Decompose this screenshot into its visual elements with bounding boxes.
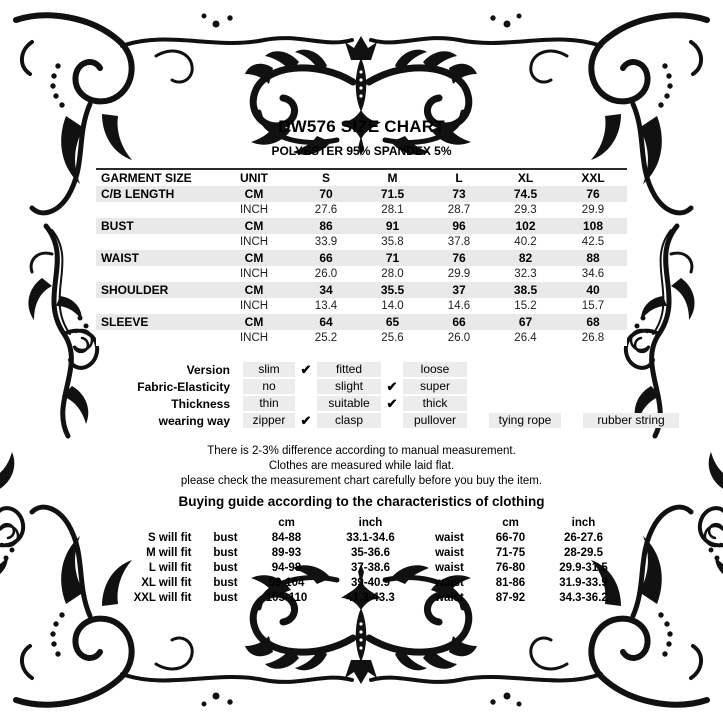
measurement-label	[96, 202, 215, 218]
measurement-label	[96, 234, 215, 250]
size-table-row	[96, 330, 627, 346]
value-cell: 71.5	[380, 187, 405, 201]
unit-cell: INCH	[239, 300, 269, 312]
size-table-row	[96, 282, 627, 298]
range-cell: 105-110	[265, 592, 308, 604]
value-cell: 26.8	[581, 332, 605, 344]
guide-header-row	[98, 516, 626, 531]
column-header: S	[321, 171, 330, 185]
value-cell: 32.3	[514, 268, 537, 280]
range-cell: 89-93	[271, 547, 302, 559]
range-cell: waist	[435, 577, 464, 589]
measurement-label	[96, 330, 215, 346]
size-fit-label: XL will fit	[141, 577, 192, 589]
column-header: cm	[502, 517, 519, 529]
attribute-option: no	[243, 379, 295, 394]
range-cell: bust	[213, 577, 238, 589]
unit-cell: CM	[244, 187, 264, 201]
value-cell: 108	[582, 219, 604, 233]
column-header: L	[455, 171, 463, 185]
value-cell: 29.9	[447, 268, 471, 280]
unit-cell: CM	[244, 219, 264, 233]
value-cell: 34	[319, 283, 333, 297]
guide-table-body	[98, 531, 626, 606]
guide-table-row	[98, 546, 626, 561]
size-table-body	[96, 186, 627, 346]
attribute-option: rubber string	[583, 413, 679, 428]
value-cell: 27.6	[314, 204, 338, 216]
range-cell: 28-29.5	[563, 547, 603, 559]
column-header	[98, 516, 200, 531]
attribute-option: fitted	[317, 362, 381, 377]
value-cell: 29.9	[581, 204, 605, 216]
attribute-option: super	[403, 379, 467, 394]
value-cell: 35.5	[380, 283, 405, 297]
attribute-label: wearing way	[158, 413, 230, 428]
unit-cell: INCH	[239, 332, 269, 344]
buying-guide-table	[98, 516, 626, 606]
attribute-option: tying rope	[489, 413, 561, 428]
column-header: XL	[517, 171, 534, 185]
size-table-row	[96, 314, 627, 330]
attribute-option: slight	[317, 379, 381, 394]
value-cell: 15.7	[581, 300, 605, 312]
note-line: Clothes are measured while laid flat.	[268, 460, 455, 472]
range-cell: 33.1-34.6	[346, 532, 395, 544]
value-cell: 28.0	[381, 268, 404, 280]
attribute-option: thin	[243, 396, 295, 411]
value-cell: 25.6	[381, 332, 404, 344]
range-cell: waist	[435, 547, 464, 559]
size-fit-label: S will fit	[148, 532, 192, 544]
value-cell: 74.5	[513, 187, 538, 201]
size-measurement-table	[96, 168, 627, 346]
attribute-option: clasp	[317, 413, 381, 428]
value-cell: 26.0	[447, 332, 471, 344]
unit-cell: INCH	[239, 236, 269, 248]
clothing-attributes	[0, 361, 723, 429]
column-header: inch	[358, 517, 383, 529]
range-cell: 26-27.6	[563, 532, 603, 544]
range-cell: 31.9-33.9	[559, 577, 608, 589]
value-cell: 14.0	[381, 300, 404, 312]
measurement-label	[96, 298, 215, 314]
value-cell: 76	[452, 251, 466, 265]
range-cell: 71-75	[495, 547, 526, 559]
value-cell: 82	[518, 251, 533, 265]
value-cell: 86	[319, 219, 333, 233]
size-table-row	[96, 234, 627, 250]
value-cell: 76	[586, 187, 600, 201]
value-cell: 33.9	[314, 236, 338, 248]
range-cell: 34.3-36.2	[559, 592, 608, 604]
value-cell: 29.3	[514, 204, 537, 216]
size-fit-label: M will fit	[146, 547, 192, 559]
size-table-header-row	[96, 169, 627, 186]
value-cell: 65	[385, 315, 400, 329]
value-cell: 66	[452, 315, 466, 329]
value-cell: 88	[586, 251, 600, 265]
range-cell: 29.9-31.5	[559, 562, 608, 574]
size-fit-label: XXL will fit	[133, 592, 192, 604]
value-cell: 34.6	[581, 268, 605, 280]
measurement-label: SLEEVE	[101, 315, 149, 329]
attribute-option: suitable	[317, 396, 381, 411]
check-mark-icon: ✔	[386, 379, 398, 394]
value-cell: 40	[586, 283, 600, 297]
value-cell: 14.6	[447, 300, 471, 312]
attribute-row	[72, 361, 723, 378]
column-header: cm	[278, 517, 295, 529]
attribute-option: slim	[243, 362, 295, 377]
measurement-label: SHOULDER	[101, 283, 169, 297]
value-cell: 70	[319, 187, 333, 201]
guide-table-row	[98, 531, 626, 546]
fabric-composition: POLYESTER 95% SPANDEX 5%	[271, 144, 452, 158]
size-fit-label: L will fit	[148, 562, 192, 574]
range-cell: 39-40.9	[350, 577, 390, 589]
range-cell: waist	[435, 562, 464, 574]
range-cell: waist	[435, 532, 464, 544]
unit-cell: INCH	[239, 268, 269, 280]
range-cell: 76-80	[495, 562, 526, 574]
range-cell: 87-92	[495, 592, 526, 604]
value-cell: 37	[452, 283, 466, 297]
value-cell: 25.2	[314, 332, 338, 344]
attribute-label: Fabric-Elasticity	[137, 379, 230, 394]
column-header	[200, 516, 252, 531]
column-header: XXL	[581, 171, 605, 185]
measurement-label: WAIST	[101, 251, 139, 265]
range-cell: 81-86	[495, 577, 526, 589]
column-header: inch	[571, 517, 596, 529]
attribute-option: loose	[403, 362, 467, 377]
size-table-row	[96, 266, 627, 282]
range-cell: 37-38.6	[350, 562, 390, 574]
measurement-notes	[0, 444, 723, 489]
range-cell: 94-98	[271, 562, 302, 574]
guide-table-row	[98, 561, 626, 576]
note-line: There is 2-3% difference according to manual measurement.	[207, 445, 516, 457]
page-title: DW576 SIZE CHART	[278, 117, 445, 136]
unit-cell: CM	[244, 251, 264, 265]
value-cell: 96	[452, 219, 466, 233]
size-table-row	[96, 218, 627, 234]
value-cell: 26.4	[514, 332, 537, 344]
check-mark-icon: ✔	[300, 413, 312, 428]
value-cell: 15.2	[514, 300, 537, 312]
measurement-label	[96, 266, 215, 282]
check-mark-icon: ✔	[386, 396, 398, 411]
value-cell: 28.1	[381, 204, 404, 216]
attribute-option: pullover	[403, 413, 467, 428]
value-cell: 64	[319, 315, 333, 329]
column-header	[420, 516, 480, 531]
attribute-option: zipper	[243, 413, 295, 428]
column-header: M	[387, 171, 398, 185]
value-cell: 67	[518, 315, 533, 329]
value-cell: 42.5	[581, 236, 605, 248]
range-cell: 99-104	[268, 577, 305, 589]
attribute-label: Version	[186, 362, 230, 377]
range-cell: bust	[213, 592, 238, 604]
value-cell: 40.2	[514, 236, 537, 248]
value-cell: 71	[385, 251, 400, 265]
value-cell: 73	[452, 187, 466, 201]
unit-cell: CM	[244, 283, 264, 297]
size-table-row	[96, 186, 627, 202]
range-cell: bust	[213, 547, 238, 559]
attribute-row	[72, 412, 723, 429]
measurement-label: C/B LENGTH	[101, 187, 175, 201]
unit-cell: CM	[244, 315, 264, 329]
value-cell: 28.7	[447, 204, 471, 216]
attribute-option: thick	[403, 396, 467, 411]
range-cell: bust	[213, 532, 238, 544]
buying-guide-title: Buying guide according to the characteristics of clothing	[178, 494, 545, 509]
range-cell: 41.3-43.3	[346, 592, 395, 604]
range-cell: 84-88	[271, 532, 302, 544]
column-header: UNIT	[240, 171, 268, 185]
value-cell: 68	[586, 315, 600, 329]
size-table-row	[96, 250, 627, 266]
attribute-row	[72, 378, 723, 395]
value-cell: 102	[515, 219, 536, 233]
size-table-row	[96, 298, 627, 314]
guide-table-row	[98, 591, 626, 606]
unit-cell: INCH	[239, 204, 269, 216]
value-cell: 26.0	[314, 268, 338, 280]
value-cell: 37.8	[447, 236, 471, 248]
note-line: please check the measurement chart carefully before you buy the item.	[180, 475, 543, 487]
value-cell: 35.8	[381, 236, 404, 248]
range-cell: bust	[213, 562, 238, 574]
value-cell: 13.4	[314, 300, 338, 312]
guide-table-row	[98, 576, 626, 591]
range-cell: 66-70	[495, 532, 526, 544]
column-header: GARMENT SIZE	[101, 171, 192, 185]
value-cell: 66	[319, 251, 333, 265]
attribute-row	[72, 395, 723, 412]
measurement-label: BUST	[101, 219, 134, 233]
size-table-row	[96, 202, 627, 218]
value-cell: 91	[385, 219, 400, 233]
attribute-label: Thickness	[171, 396, 230, 411]
check-mark-icon: ✔	[300, 362, 312, 377]
range-cell: 35-36.6	[350, 547, 390, 559]
value-cell: 38.5	[513, 283, 538, 297]
range-cell: waist	[435, 592, 464, 604]
